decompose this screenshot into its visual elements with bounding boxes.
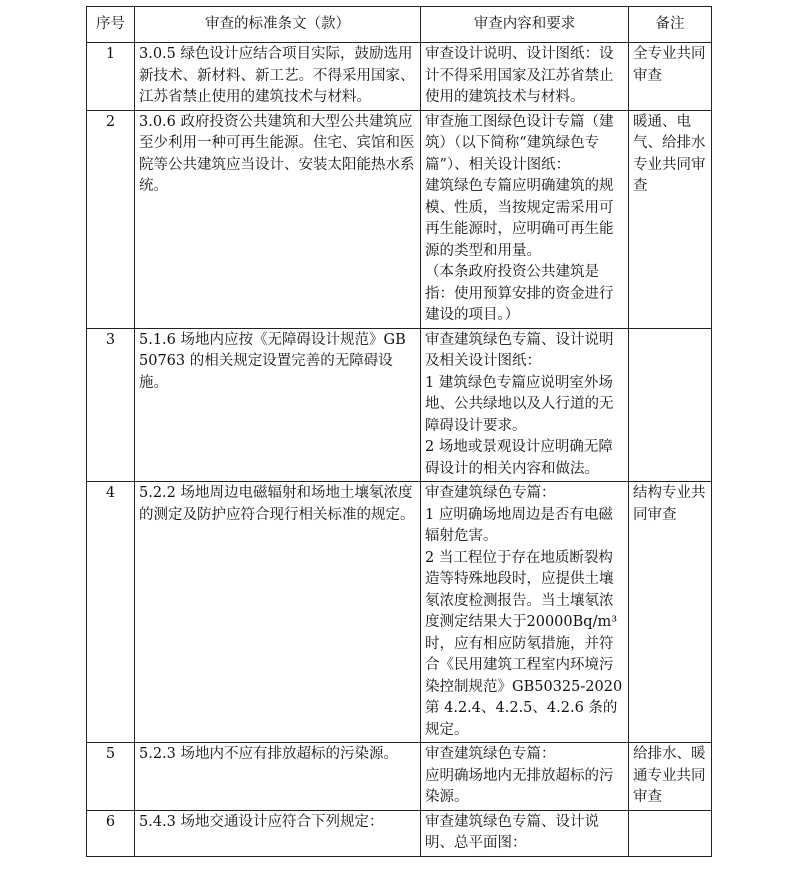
review-table <box>86 6 712 857</box>
clause-text: 3.0.6 政府投资公共建筑和大型公共建筑应至少利用一种可再生能源。住宅、宾馆和医院等公共建筑应当设计、安装太阳能热水系统。 <box>135 110 421 328</box>
table-row <box>87 328 712 482</box>
note-text: 给排水、暖通专业共同审查 <box>629 743 712 811</box>
content-cell <box>421 328 629 482</box>
clause-text: 5.2.2 场地周边电磁辐射和场地土壤氡浓度的测定及防护应符合现行相关标准的规定。 <box>135 482 421 743</box>
row-number: 5 <box>87 743 135 811</box>
table-row <box>87 482 712 743</box>
content-line: 2 当工程位于存在地质断裂构造等特殊地段时，应提供土壤氡浓度检测报告。当土壤氡浓度测定结果大于20000Bq/m³时，应有相应防氡措施，并符合《民用建筑工程室内环境污染控制规范》GB50325-2020 第 4.2.4、4.2.5、4.2.6 条的规定。 <box>425 549 623 738</box>
note-text: 结构专业共同审查 <box>629 482 712 743</box>
row-number: 4 <box>87 482 135 743</box>
content-line: 审查施工图绿色设计专篇（建筑）（以下简称“建筑绿色专篇”）、相关设计图纸： <box>425 113 614 173</box>
content-line: 建筑绿色专篇应明确建筑的规模、性质，当按规定需采用可再生能源时，应明确可再生能源的类型和用量。 <box>425 178 614 259</box>
row-number: 2 <box>87 110 135 328</box>
header-note: 备注 <box>629 7 712 43</box>
header-no: 序号 <box>87 7 135 43</box>
table-row <box>87 43 712 111</box>
clause-text: 5.1.6 场地内应按《无障碍设计规范》GB 50763 的相关规定设置完善的无障碍设施。 <box>135 328 421 482</box>
clause-text: 5.2.3 场地内不应有排放超标的污染源。 <box>135 743 421 811</box>
row-number: 1 <box>87 43 135 111</box>
content-line: （本条政府投资公共建筑是指：使用预算安排的资金进行建设的项目。） <box>425 264 614 323</box>
note-text: 暖通、电气、给排水专业共同审查 <box>629 110 712 328</box>
table-row <box>87 810 712 856</box>
content-line: 1 建筑绿色专篇应说明室外场地、公共绿地以及人行道的无障碍设计要求。 <box>425 374 614 434</box>
content-line: 审查建筑绿色专篇、设计说明、总平面图： <box>425 813 599 851</box>
header-content: 审查内容和要求 <box>421 7 629 43</box>
table-row <box>87 110 712 328</box>
content-cell <box>421 110 629 328</box>
row-number: 6 <box>87 810 135 856</box>
header-row <box>87 7 712 43</box>
content-cell <box>421 743 629 811</box>
note-text <box>629 328 712 482</box>
content-line: 1 应明确场地周边是否有电磁辐射危害。 <box>425 506 613 544</box>
row-number: 3 <box>87 328 135 482</box>
table-row <box>87 743 712 811</box>
content-cell <box>421 810 629 856</box>
content-line: 审查建筑绿色专篇： <box>425 485 556 501</box>
content-line: 审查建筑绿色专篇、设计说明及相关设计图纸： <box>425 331 614 369</box>
content-line: 审查建筑绿色专篇： <box>425 746 556 762</box>
note-text: 全专业共同审查 <box>629 43 712 111</box>
content-line: 审查设计说明、设计图纸：设计不得采用国家及江苏省禁止使用的建筑技术与材料。 <box>425 46 614 105</box>
note-text <box>629 810 712 856</box>
header-clause: 审查的标准条文（款） <box>135 7 421 43</box>
content-line: 应明确场地内无排放超标的污染源。 <box>425 767 614 805</box>
content-cell <box>421 43 629 111</box>
clause-text: 5.4.3 场地交通设计应符合下列规定： <box>135 810 421 856</box>
clause-text: 3.0.5 绿色设计应结合项目实际，鼓励选用新技术、新材料、新工艺。不得采用国家、江苏省禁止使用的建筑技术与材料。 <box>135 43 421 111</box>
content-cell <box>421 482 629 743</box>
content-line: 2 场地或景观设计应明确无障碍设计的相关内容和做法。 <box>425 439 613 477</box>
